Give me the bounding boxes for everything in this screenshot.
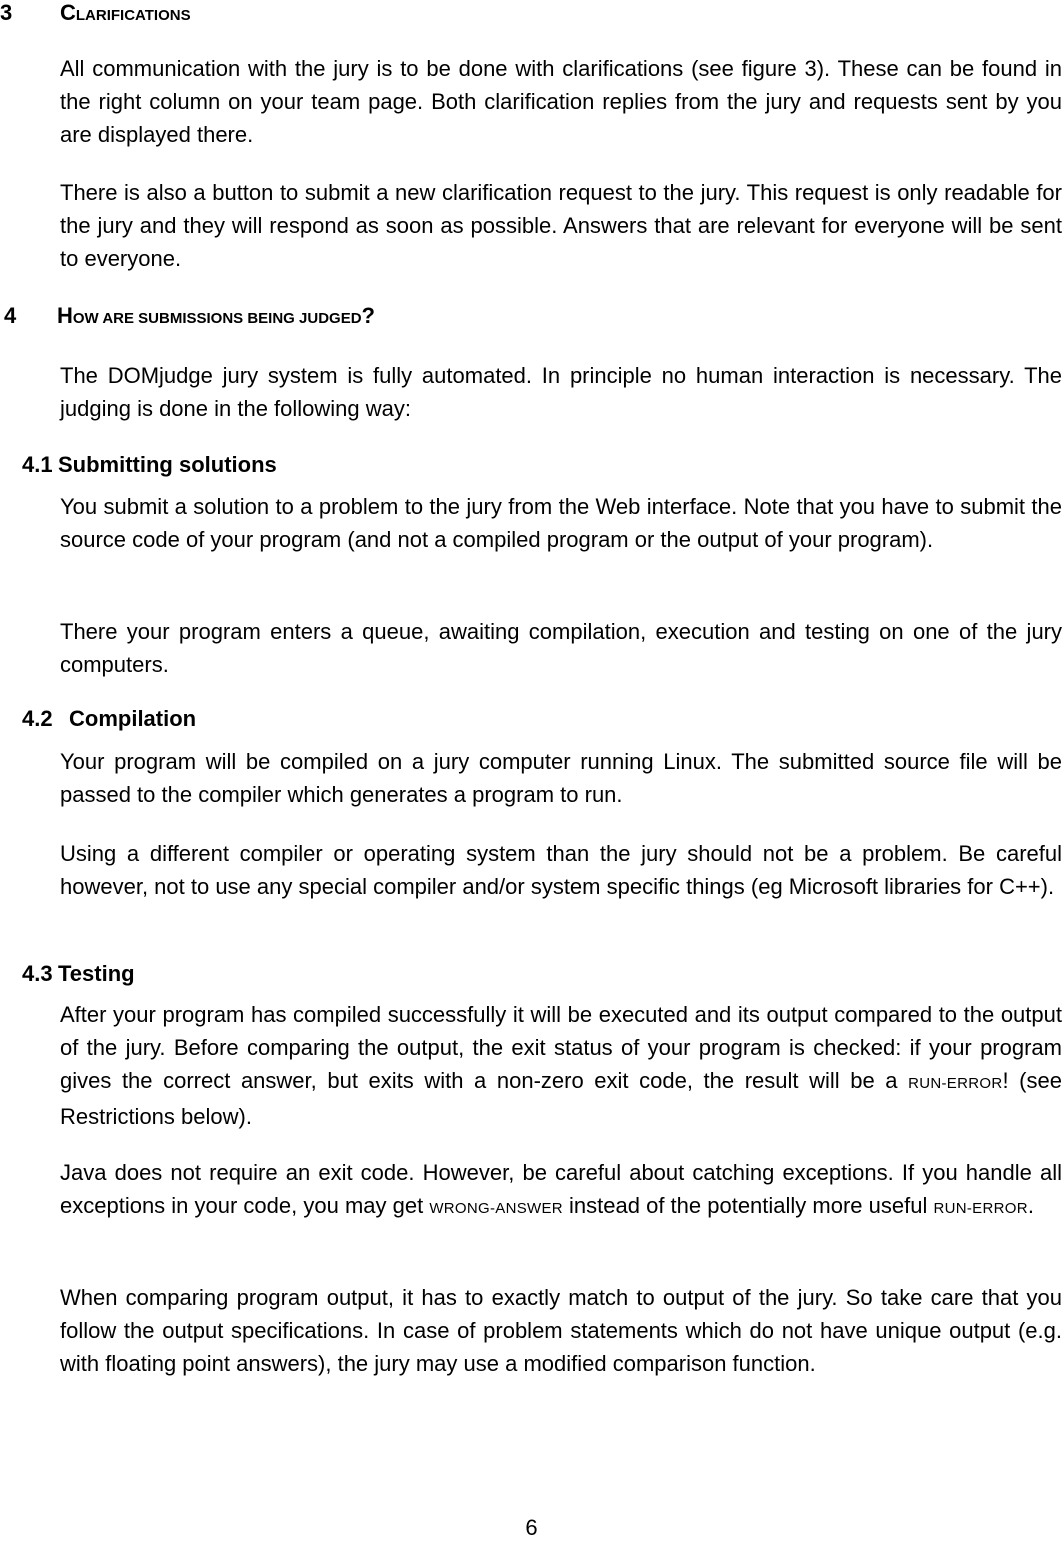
section-4-3-number: 4.3: [22, 961, 53, 986]
section-3-paragraph-1: All communication with the jury is to be done with clarifications (see figure 3). These can be found in the right column on your team page. Both clarification replies from the jury and requests sent by you are displayed there.: [60, 56, 1062, 147]
section-4-number: 4: [4, 303, 17, 328]
section-3-number: 3: [0, 0, 13, 25]
section-4-2-paragraph-1: Your program will be compiled on a jury computer running Linux. The submitted source file will be passed to the compiler which generates a program to run.: [60, 749, 1062, 807]
wrong-answer-term: WRONG-ANSWER: [429, 1200, 563, 1217]
page-number: 6: [525, 1515, 538, 1540]
section-4-3-paragraph-3: When comparing program output, it has to exactly match to output of the jury. So take care that you follow the output specifications. In case of problem statements which do not have unique output (e.g. with floating point answers), the jury may use a modified comparison function.: [60, 1285, 1062, 1376]
section-4-3-paragraph-2: Java does not require an exit code. However, be careful about catching exceptions. If you handle all exceptions in your code, you may get WRONG-ANSWER instead of the potentially more useful RUN-ERROR.: [60, 1160, 1062, 1218]
section-3-heading: CLARIFICATIONS: [60, 0, 191, 25]
section-4-3-paragraph-1: After your program has compiled successfully it will be executed and its output compared to the output of the jury. Before comparing the output, the exit status of your program is checked: if your program gives the correct answer, but exits with a non-zero exit code, the result will be a RUN-ERROR! (see Restrictions below).: [60, 1002, 1062, 1129]
section-4-2-number: 4.2: [22, 706, 53, 731]
section-4-1-number: 4.1: [22, 452, 53, 477]
section-4-1-paragraph-2: There your program enters a queue, awaiting compilation, execution and testing on one of the jury computers.: [60, 619, 1062, 677]
section-4-paragraph-1: The DOMjudge jury system is fully automated. In principle no human interaction is necessary. The judging is done in the following way:: [60, 363, 1062, 421]
run-error-term: RUN-ERROR: [908, 1075, 1003, 1092]
section-4-2-paragraph-2: Using a different compiler or operating system than the jury should not be a problem. Be careful however, not to use any special compiler and/or system specific things (eg Microsoft libraries for C++).: [60, 841, 1062, 899]
section-3-paragraph-2: There is also a button to submit a new clarification request to the jury. This request is only readable for the jury and they will respond as soon as possible. Answers that are relevant for everyone will be sent to everyone.: [60, 180, 1062, 271]
section-4-1-heading: Submitting solutions: [58, 452, 277, 477]
section-4-heading: HOW ARE SUBMISSIONS BEING JUDGED?: [57, 303, 375, 328]
section-4-3-heading: Testing: [58, 961, 135, 986]
run-error-term: RUN-ERROR: [933, 1200, 1028, 1217]
section-4-2-heading: Compilation: [69, 706, 197, 731]
section-4-1-paragraph-1: You submit a solution to a problem to the jury from the Web interface. Note that you have to submit the source code of your program (and not a compiled program or the output of your program).: [60, 494, 1062, 552]
